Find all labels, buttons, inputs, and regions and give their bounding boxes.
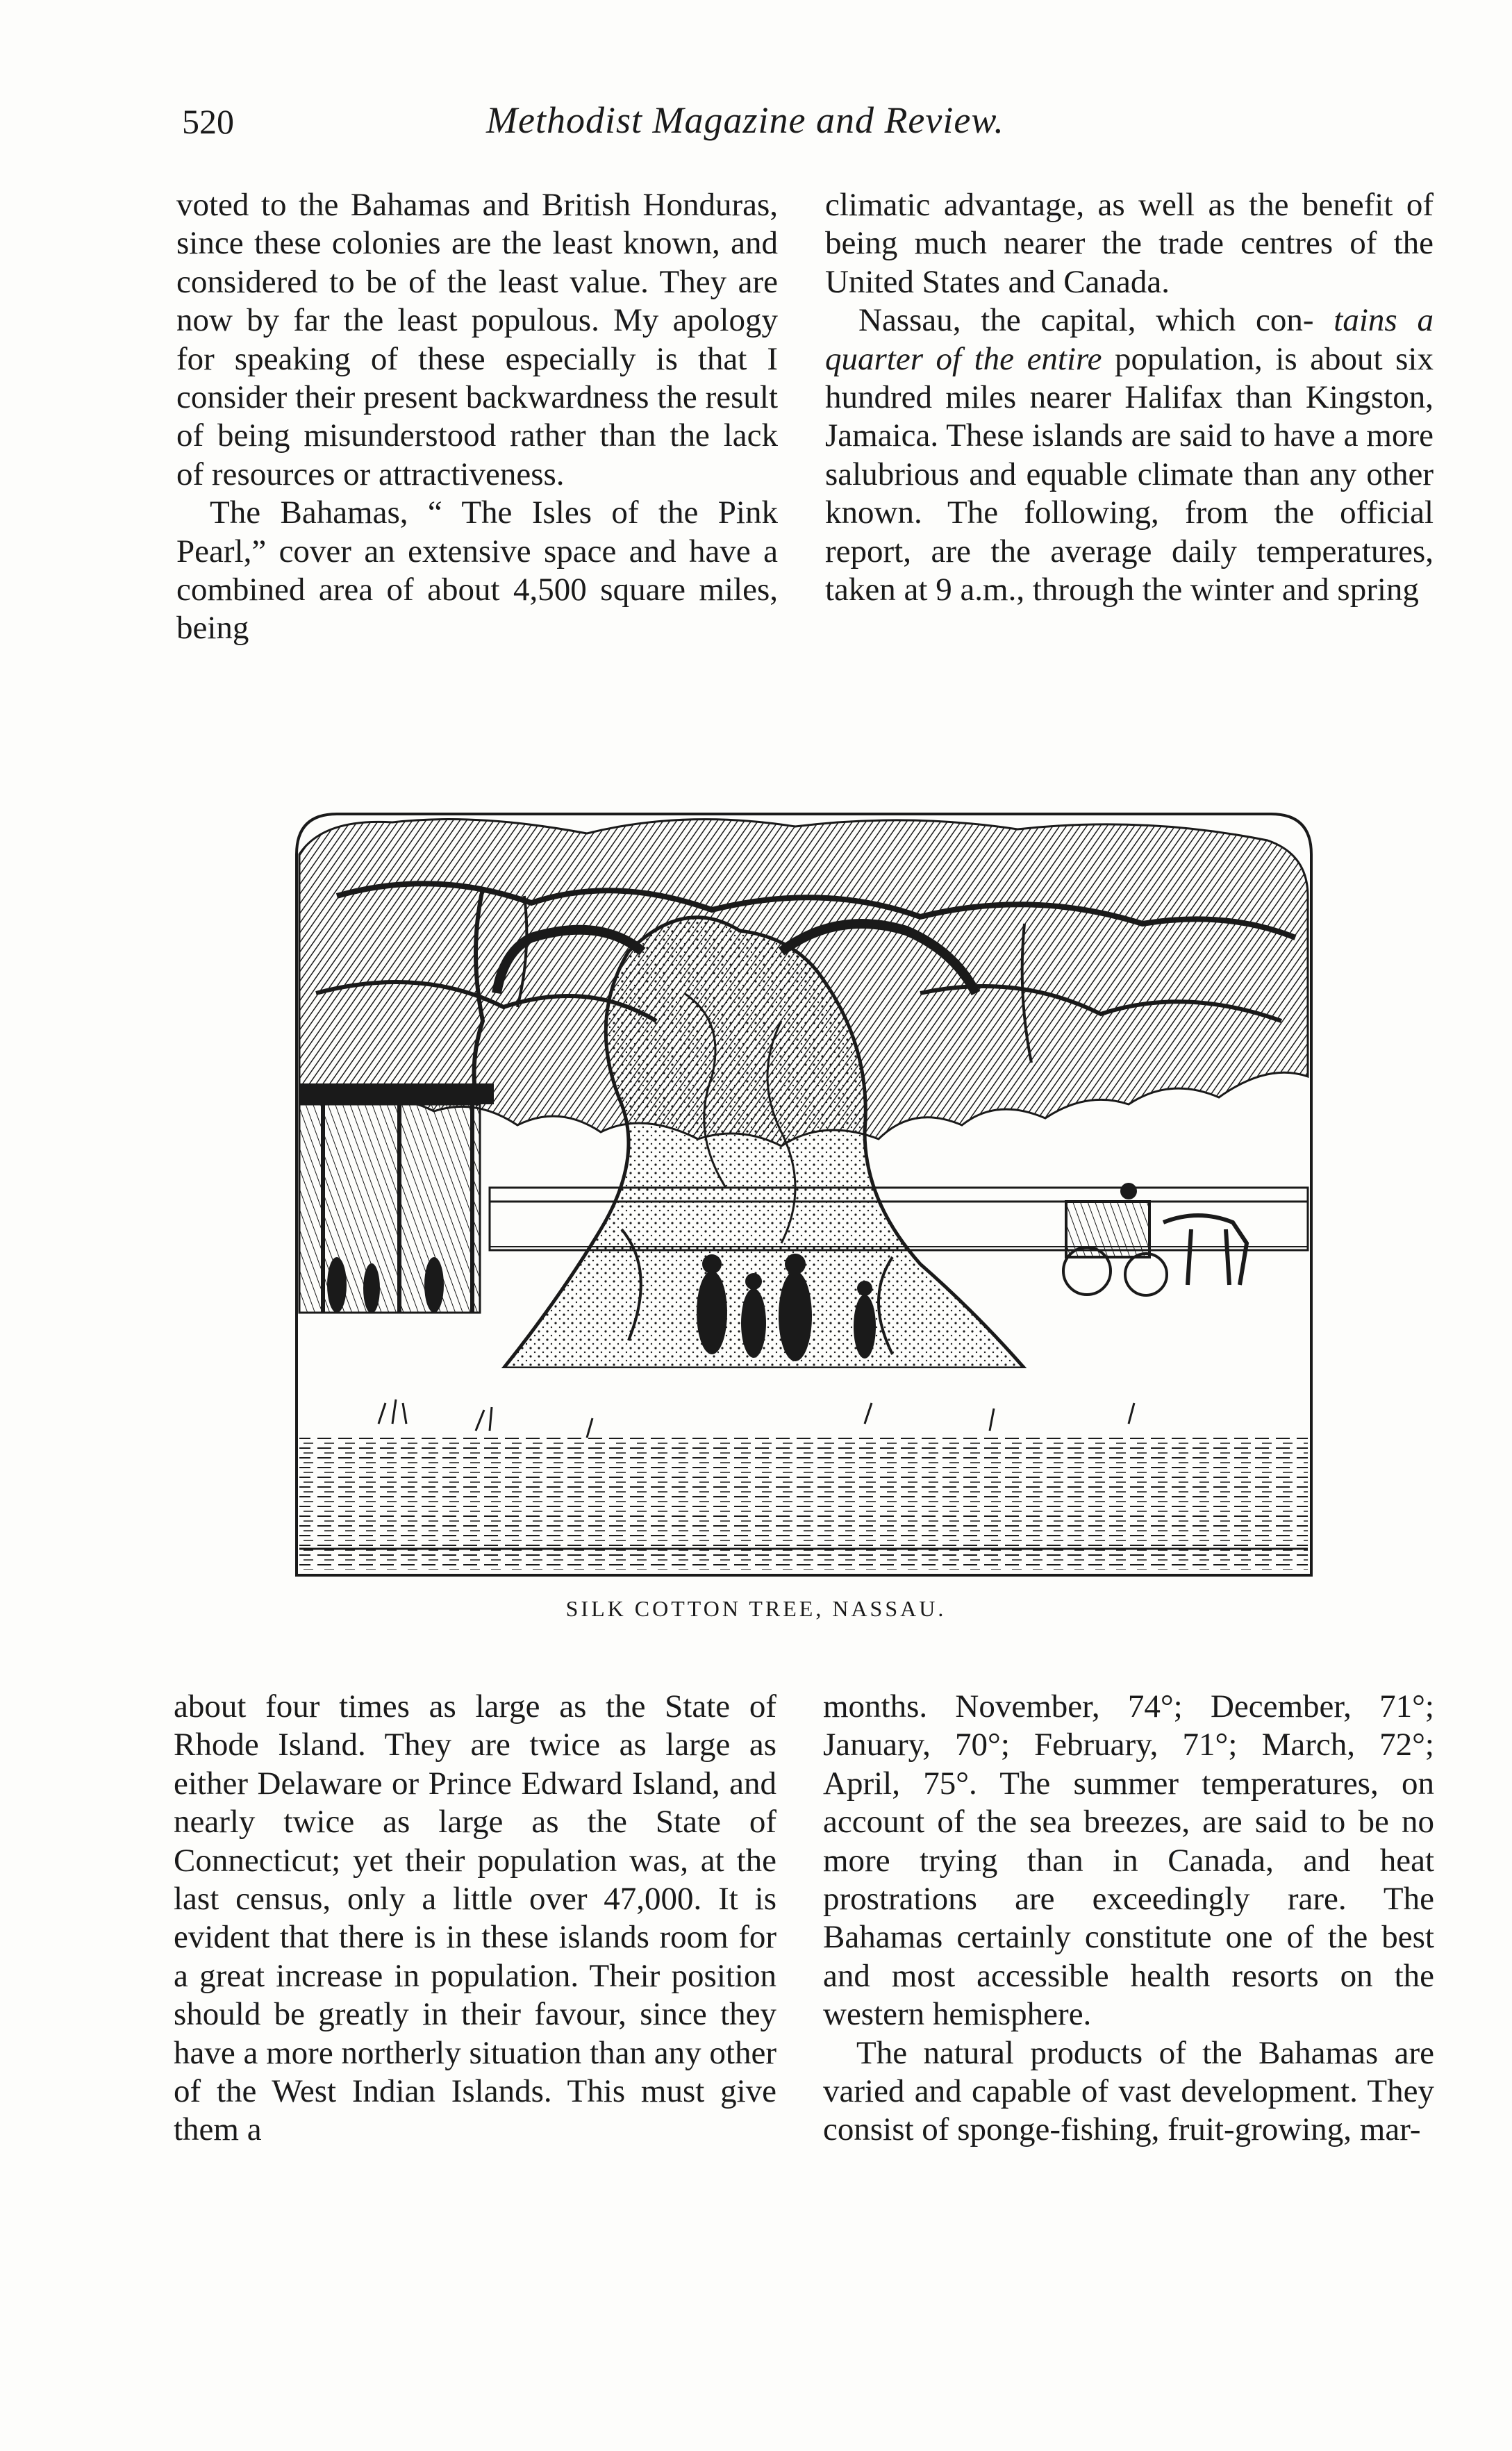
paragraph: months. November, 74°; December, 71°; January, 70°; February, 71°; March, 72°; April, 75°. The summer temperatures, on account of the sea breezes, are said to be no more trying than in Canada, and heat prostrations are exceedingly rare. The Bahamas certainly constitute one of the best and most accessible health resorts on the western hemisphere. [823, 1688, 1434, 2033]
paragraph-text: population, is about six hundred miles nearer Halifax than Kingston, Jamaica. These islands are said to have a more salubrious and equable climate than any other known. The following, from the official report, are the average daily temperatures, taken at 9 a.m., through the winter and spring [825, 340, 1434, 608]
column-top-left [176, 186, 778, 648]
column-bottom-right [823, 1688, 1434, 2150]
column-top-right [825, 186, 1434, 609]
column-bottom-left [174, 1688, 776, 2150]
paragraph: The Bahamas, “ The Isles of the Pink Pearl,” cover an extensive space and have a combined area of about 4,500 square miles, being [176, 495, 778, 647]
running-head: Methodist Magazine and Review. [486, 99, 1004, 141]
paragraph: voted to the Bahamas and British Honduras, since these colonies are the least known, and considered to be of the least value. They are now by far the least populous. My apology for speaking of these especially is that I consider their present backwardness the result of being misunderstood rather than the lack of resources or attractiveness. [176, 187, 778, 492]
emphasis-text: tains a quarter of the entire [825, 302, 1434, 377]
figure-caption: SILK COTTON TREE, NASSAU. [565, 1596, 947, 1621]
paragraph: about four times as large as the State of Rhode Island. They are twice as large as either Delaware or Prince Edward Island, and nearly twice as large as the State of Connecticut; yet their population was, at the last census, only a little over 47,000. It is evident that there is in these islands room for a great increase in population. Their position should be greatly in their favour, since they have a more northerly situation than any other of the West Indian Islands. This must give them a [174, 1688, 776, 2148]
paragraph: The natural products of the Bahamas are varied and capable of vast development. They consist of sponge-fishing, fruit-growing, mar- [823, 2034, 1434, 2148]
page-number: 520 [182, 102, 234, 141]
paragraph [825, 301, 1434, 609]
paragraph-text: Nassau, the capital, which con- [858, 302, 1314, 339]
silk-cotton-tree-illustration [295, 813, 1313, 1577]
paragraph: climatic advantage, as well as the benefit of being much nearer the trade centres of the United States and Canada. [825, 187, 1434, 300]
